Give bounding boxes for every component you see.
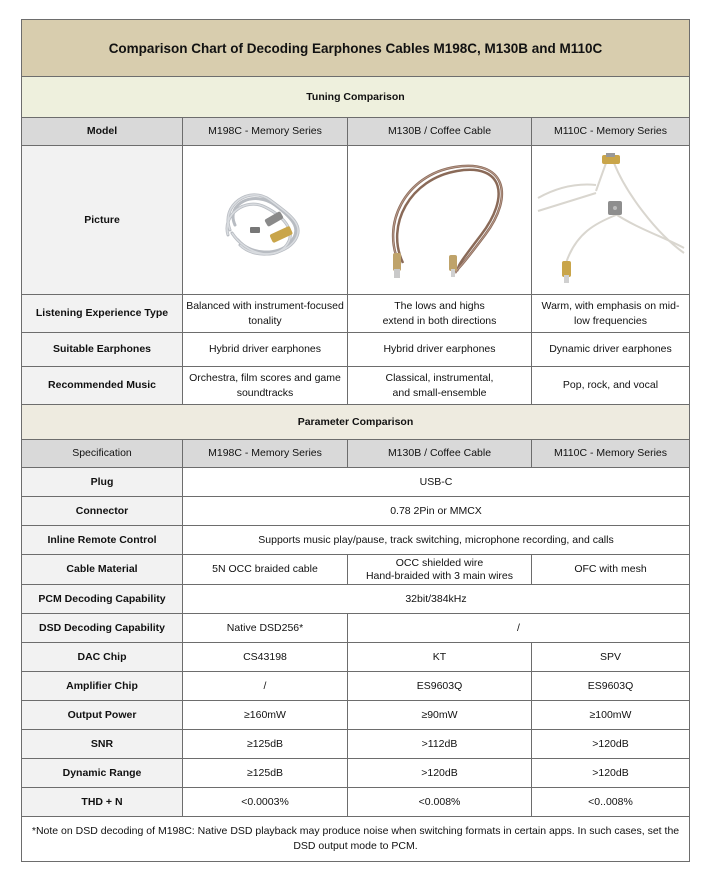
dynamic-range-label: Dynamic Range [22,759,183,788]
m110c-picture [532,146,690,295]
plug-value: USB-C [183,468,690,497]
dynamic-range-row [22,759,690,788]
listening-m110c: Warm, with emphasis on mid-low frequencies [532,295,690,333]
connector-value: 0.78 2Pin or MMCX [183,497,690,526]
plug-row [22,468,690,497]
dsd-others: / [348,614,690,643]
dsd-m198c: Native DSD256* [183,614,348,643]
connector-label: Connector [22,497,183,526]
thd-m110c: <0..008% [532,788,690,817]
suitable-m130b: Hybrid driver earphones [348,333,532,367]
pcm-label: PCM Decoding Capability [22,585,183,614]
cable-m110c: OFC with mesh [532,555,690,585]
power-row [22,701,690,730]
dsd-label: DSD Decoding Capability [22,614,183,643]
dac-m198c: CS43198 [183,643,348,672]
amp-row [22,672,690,701]
thd-m198c: <0.0003% [183,788,348,817]
coffee-cable-image [365,155,515,285]
music-m130b: Classical, instrumental, and small-ensemble [348,367,532,405]
param-header-m110c: M110C - Memory Series [532,440,690,468]
listening-m198c: Balanced with instrument-focused tonality [183,295,348,333]
title-row [22,20,690,77]
music-label: Recommended Music [22,367,183,405]
music-row [22,367,690,405]
thd-label: THD + N [22,788,183,817]
comparison-table [21,19,690,862]
mesh-cable-image [536,153,686,288]
parameter-header-row [22,440,690,468]
music-m110c: Pop, rock, and vocal [532,367,690,405]
dac-m110c: SPV [532,643,690,672]
chart-title: Comparison Chart of Decoding Earphones Cables M198C, M130B and M110C [22,20,690,77]
amp-label: Amplifier Chip [22,672,183,701]
inline-label: Inline Remote Control [22,526,183,555]
thd-row [22,788,690,817]
suitable-label: Suitable Earphones [22,333,183,367]
power-m198c: ≥160mW [183,701,348,730]
dynamic-range-m130b: >120dB [348,759,532,788]
parameter-section-row [22,405,690,440]
dac-label: DAC Chip [22,643,183,672]
tuning-header-row [22,118,690,146]
suitable-m198c: Hybrid driver earphones [183,333,348,367]
param-header-m130b: M130B / Coffee Cable [348,440,532,468]
dynamic-range-m110c: >120dB [532,759,690,788]
thd-m130b: <0.008% [348,788,532,817]
pcm-value: 32bit/384kHz [183,585,690,614]
cable-m130b: OCC shielded wire Hand-braided with 3 main wires [348,555,532,585]
header-m198c: M198C - Memory Series [183,118,348,146]
amp-m198c: / [183,672,348,701]
picture-row [22,146,690,295]
pcm-row [22,585,690,614]
param-header-m198c: M198C - Memory Series [183,440,348,468]
snr-m198c: ≥125dB [183,730,348,759]
header-model: Model [22,118,183,146]
snr-label: SNR [22,730,183,759]
plug-label: Plug [22,468,183,497]
m198c-picture [183,146,348,295]
dsd-note: *Note on DSD decoding of M198C: Native DSD playback may produce noise when switching formats in certain apps. In such cases, set the DSD output mode to PCM. [22,817,690,862]
amp-m130b: ES9603Q [348,672,532,701]
power-m110c: ≥100mW [532,701,690,730]
parameter-section-title: Parameter Comparison [22,405,690,440]
suitable-row [22,333,690,367]
snr-m110c: >120dB [532,730,690,759]
cable-label: Cable Material [22,555,183,585]
power-m130b: ≥90mW [348,701,532,730]
m130b-picture [348,146,532,295]
dac-m130b: KT [348,643,532,672]
dsd-row [22,614,690,643]
header-m110c: M110C - Memory Series [532,118,690,146]
silver-braided-cable-image [210,175,320,265]
snr-row [22,730,690,759]
tuning-section-row [22,77,690,118]
listening-row [22,295,690,333]
cable-m198c: 5N OCC braided cable [183,555,348,585]
cable-row [22,555,690,585]
listening-label: Listening Experience Type [22,295,183,333]
dac-row [22,643,690,672]
tuning-section-title: Tuning Comparison [22,77,690,118]
header-specification: Specification [22,440,183,468]
inline-row [22,526,690,555]
connector-row [22,497,690,526]
power-label: Output Power [22,701,183,730]
comparison-sheet [21,19,689,867]
picture-label: Picture [22,146,183,295]
inline-value: Supports music play/pause, track switching, microphone recording, and calls [183,526,690,555]
snr-m130b: >112dB [348,730,532,759]
dynamic-range-m198c: ≥125dB [183,759,348,788]
amp-m110c: ES9603Q [532,672,690,701]
header-m130b: M130B / Coffee Cable [348,118,532,146]
note-row [22,817,690,862]
music-m198c: Orchestra, film scores and game soundtracks [183,367,348,405]
listening-m130b: The lows and highs extend in both directions [348,295,532,333]
suitable-m110c: Dynamic driver earphones [532,333,690,367]
